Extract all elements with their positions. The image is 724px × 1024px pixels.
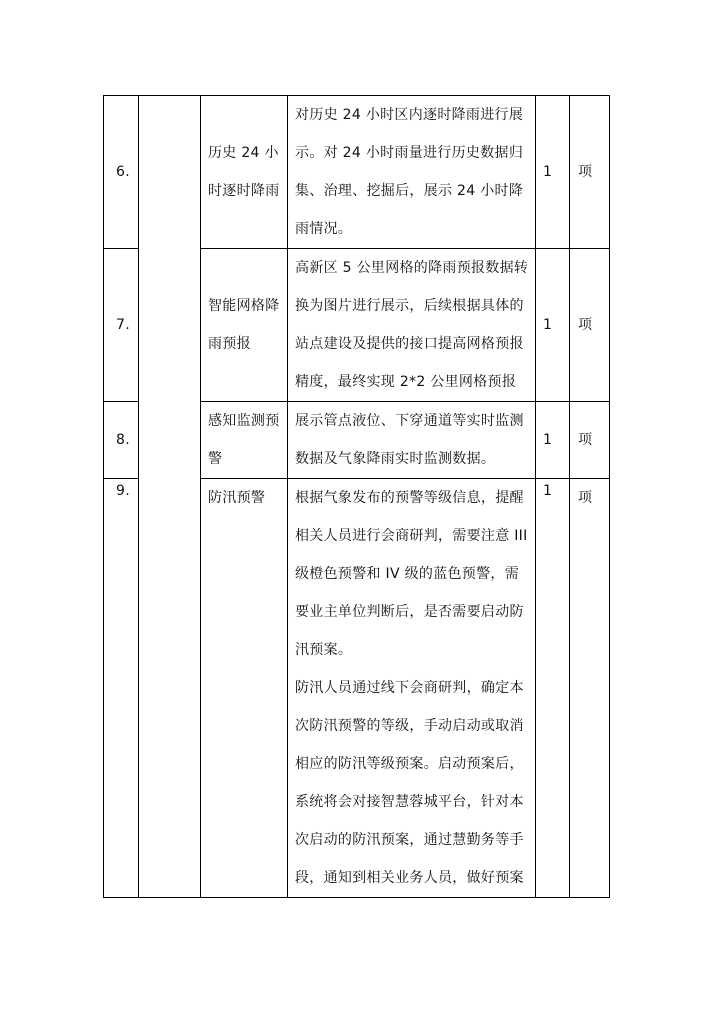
row-number: 8. (104, 402, 139, 479)
item-description (288, 479, 536, 898)
row-number: 7. (104, 249, 139, 402)
table-row (104, 96, 610, 249)
item-description: 高新区 5 公里网格的降雨预报数据转换为图片进行展示，后续根据具体的站点建设及提供的接口提高网格预报精度，最终实现 2*2 公里网格预报 (288, 249, 536, 402)
item-quantity: 1 (536, 402, 570, 479)
item-quantity: 1 (536, 249, 570, 402)
item-name: 感知监测预警 (201, 402, 288, 479)
row-number: 9. (104, 479, 139, 898)
item-unit: 项 (570, 479, 610, 898)
item-description: 对历史 24 小时区内逐时降雨进行展示。对 24 小时雨量进行历史数据归集、治理、挖掘后，展示 24 小时降雨情况。 (288, 96, 536, 249)
description-paragraph-1: 根据气象发布的预警等级信息，提醒相关人员进行会商研判，需要注意 III 级橙色预警和 IV 级的蓝色预警，需要业主单位判断后，是否需要启动防汛预案。 (295, 490, 528, 658)
item-name: 历史 24 小时逐时降雨 (201, 96, 288, 249)
item-description: 展示管点液位、下穿通道等实时监测数据及气象降雨实时监测数据。 (288, 402, 536, 479)
item-name: 防汛预警 (201, 479, 288, 898)
item-unit: 项 (570, 249, 610, 402)
item-unit: 项 (570, 402, 610, 479)
item-unit: 项 (570, 96, 610, 249)
description-paragraph-2: 防汛人员通过线下会商研判，确定本次防汛预警的等级，手动启动或取消相应的防汛等级预案。启动预案后，系统将会对接智慧蓉城平台，针对本次启动的防汛预案，通过慧勤务等手段，通知到相关业务人员，做好预案 (295, 680, 524, 886)
row-number: 6. (104, 96, 139, 249)
item-quantity: 1 (536, 96, 570, 249)
item-quantity: 1 (536, 479, 570, 898)
category-cell (139, 96, 201, 898)
item-name: 智能网格降雨预报 (201, 249, 288, 402)
requirements-table (103, 95, 610, 898)
